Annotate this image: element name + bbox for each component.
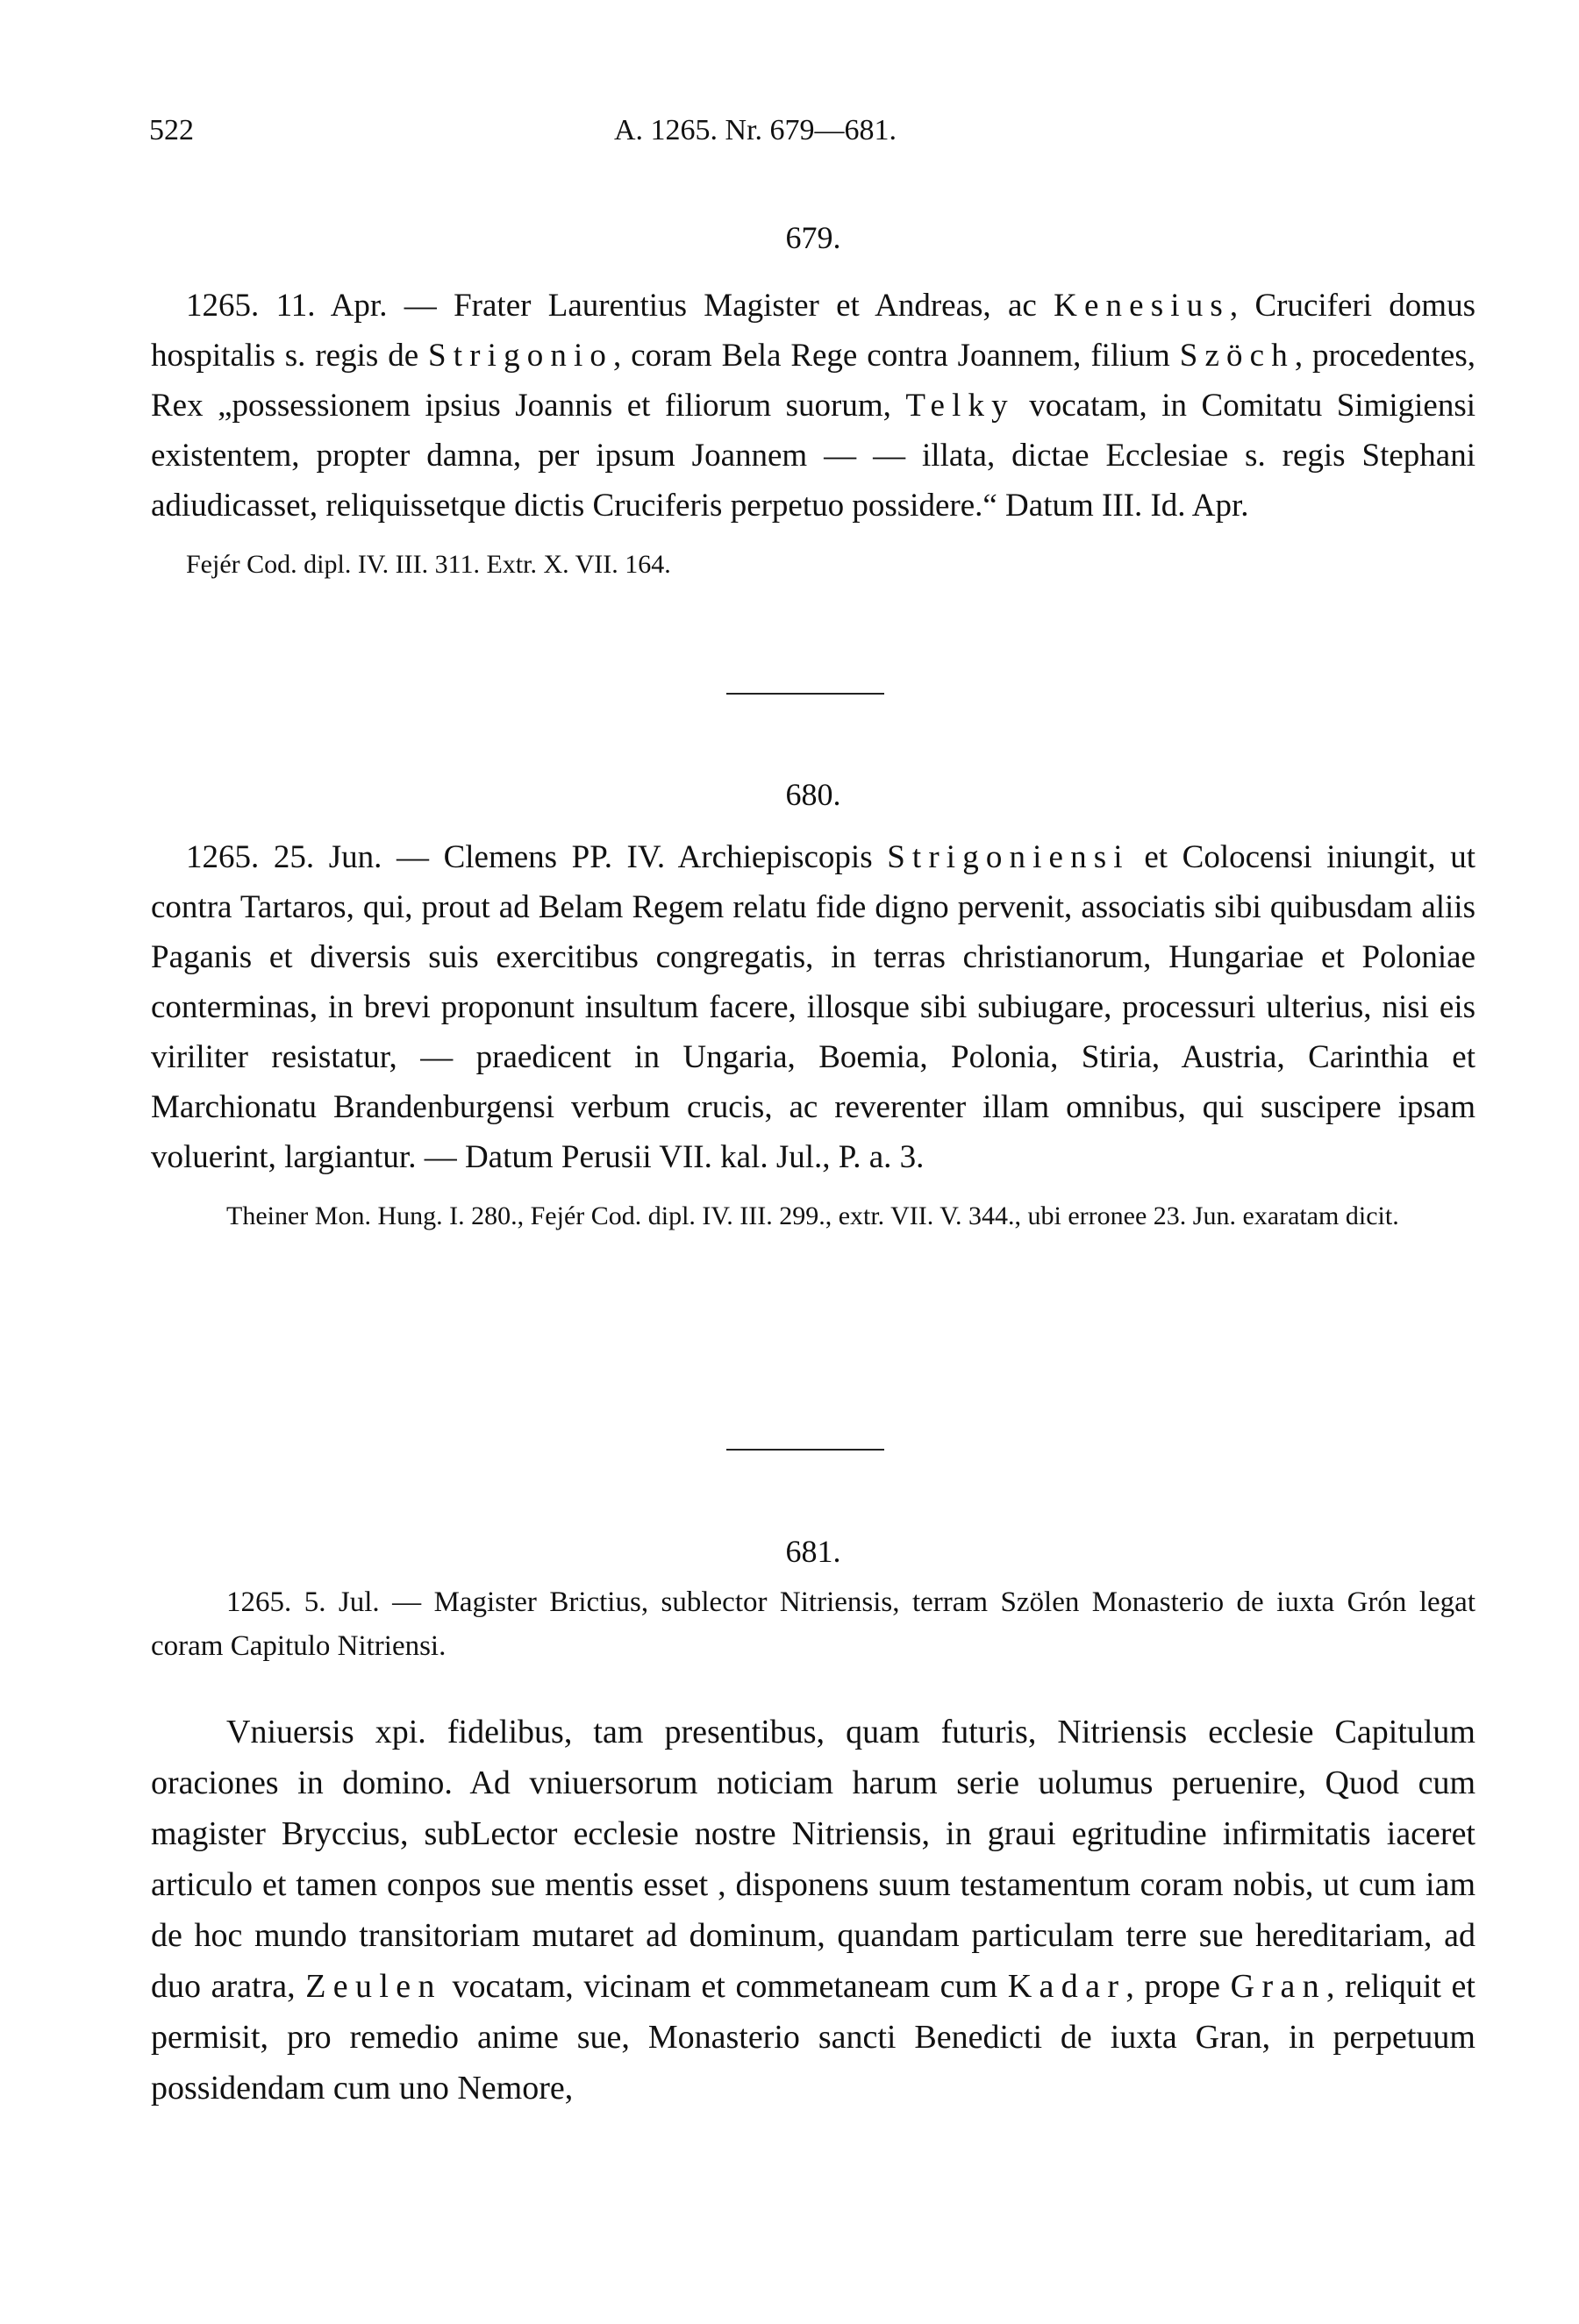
place-name-zeulen: Zeulen: [305, 1968, 442, 2005]
regest-paragraph: [151, 281, 1475, 531]
place-name-strigoniensi: Strigoniensi: [887, 839, 1130, 875]
regest-paragraph: 1265. 5. Jul. — Magister Brictius, sublector Nitriensis, terram Szölen Monasterio de iuxta Grón legat coram Capitulo Nitriensi.: [151, 1586, 1475, 1662]
place-name-kadar: Kadar: [1007, 1968, 1126, 2005]
regest-text-b: , Cruciferi domus hospitalis s. regis de: [151, 288, 1475, 374]
regest-text-d: , procedentes, Rex „possessionem ipsius Joannis et filiorum suorum,: [151, 338, 1475, 424]
regest-text-e: vocatam, in Comitatu Simigiensi existentem, propter damna, per ipsum Joannem — — illata, dictae Ecclesiae s. regis Stephani adiudicasset, reliquissetque dictis Cruciferis perpetuo possidere.“ Datum III. Id. Apr.: [151, 388, 1475, 524]
charter-text-d: , reliquit et permisit, pro remedio anime sue, Monasterio sancti Benedicti de iuxta Gran, in perpetuum possidendam cum uno Nemore,: [151, 1968, 1475, 2107]
regest-text-a: 1265. 25. Jun. — Clemens PP. IV. Archiepiscopis: [186, 839, 888, 875]
place-name-strigonio: Strigonio: [428, 338, 614, 374]
page-header: [149, 114, 1465, 158]
regest-text-b: et Colocensi iniungit, ut contra Tartaros, qui, prout ad Belam Regem relatu fide digno pervenit, associatis sibi quibusdam aliis Paganis et diversis suis exercitibus congregatis, in terras christianorum, Hungariae et Poloniae conterminas, in brevi proponunt insultum facere, illosque sibi subiugare, processuri ulterius, nisi eis viriliter resistatur, — praedicent in Ungaria, Boemia, Polonia, Stiria, Austria, Carinthia et Marchionatu Brandenburgensi verbum crucis, ac reverenter illam omnibus, qui suscipere ipsam voluerint, largiantur. — Datum Perusii VII. kal. Jul., P. a. 3.: [151, 839, 1475, 1175]
place-name-telky: Telky: [905, 388, 1015, 424]
regest-text-c: , coram Bela Rege contra Joannem, filium: [613, 338, 1180, 374]
document-number: 680.: [785, 777, 841, 812]
document-number: 681.: [785, 1534, 841, 1569]
place-name-gran: Gran: [1230, 1968, 1327, 2005]
charter-text-c: , prope: [1125, 1968, 1231, 2005]
charter-text: [151, 1707, 1475, 2114]
person-name-kenesius: Kenesius: [1054, 288, 1230, 324]
document-number: 679.: [785, 220, 841, 255]
regest-text-a: 1265. 11. Apr. — Frater Laurentius Magister et Andreas, ac: [186, 288, 1054, 324]
document-679: [151, 219, 1475, 587]
separator-rule: [726, 1449, 884, 1451]
running-head: A. 1265. Nr. 679—681.: [614, 114, 897, 146]
charter-text-a: Vniuersis xpi. fidelibus, tam presentibus, quam futuris, Nitriensis ecclesie Capitulum oraciones in domino. Ad vniuersorum noticiam harum serie uolumus peruenire, Quod cum magister Bryccius, subLector ecclesie nostre Nitriensis, in graui egritudine infirmitatis iaceret articulo et tamen conpos sue mentis esset , disponens suum testamentum coram nobis, ut cum iam de hoc mundo transitoriam mutaret ad dominum, quandam particulam terre sue hereditariam, ad duo aratra,: [151, 1714, 1475, 2005]
source-citation: Theiner Mon. Hung. I. 280., Fejér Cod. dipl. IV. III. 299., extr. VII. V. 344., ubi erronee 23. Jun. exaratam dicit.: [226, 1201, 1399, 1230]
separator-rule: [726, 693, 884, 695]
regest-paragraph: [151, 832, 1475, 1182]
document-681: [151, 1533, 1475, 2114]
source-citation: Fejér Cod. dipl. IV. III. 311. Extr. X. VII. 164.: [186, 550, 671, 579]
document-680: [151, 776, 1475, 1238]
page-number: 522: [149, 114, 194, 146]
person-name-szoch: Szöch: [1179, 338, 1295, 374]
charter-text-b: vocatam, vicinam et commetaneam cum: [441, 1968, 1008, 2005]
